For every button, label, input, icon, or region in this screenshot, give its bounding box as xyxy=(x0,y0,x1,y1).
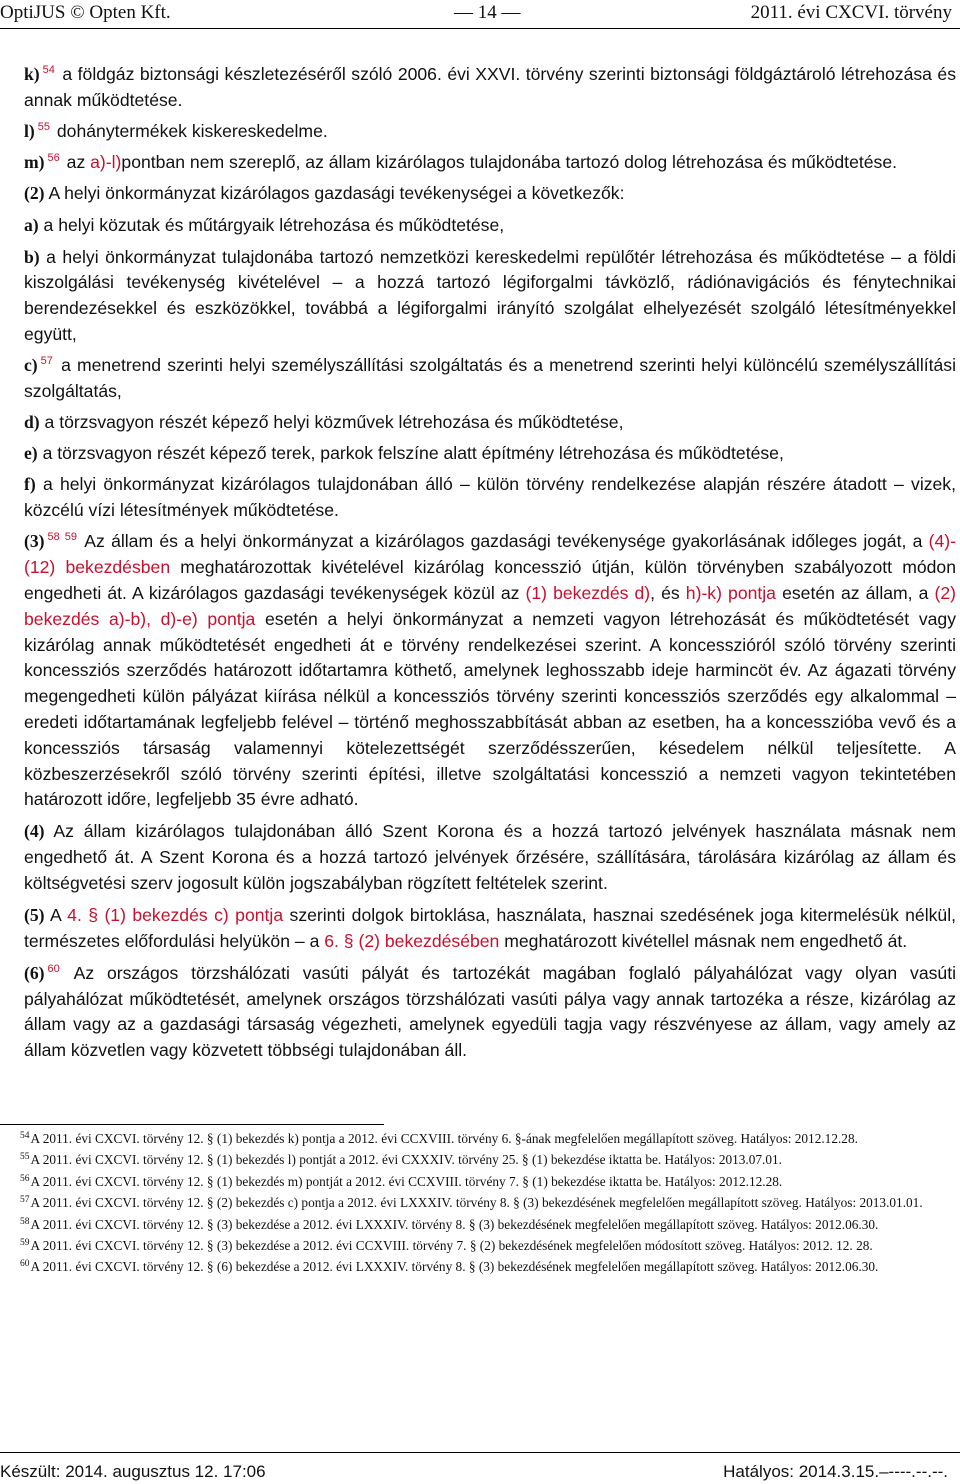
footnote: $^{55}$A 2011. évi CXCVI. törvény 12. § (1) bekezdés l) pontját a 2012. évi CXXXIV. törvény 25. § (1) bekezdése iktatta be. Hatályos: 2013.07.01. xyxy=(20,1152,782,1168)
paragraph-5: (5) A 4. § (1) bekezdés c) pontja szerinti dolgok birtoklása, használata, hasznai szedésének joga kitermelésük nélkül, természetes előfordulási helyükön – a 6. § (2) bekezdésében meghatározott kivétellel másnak nem engedhető át. xyxy=(24,904,957,951)
header-page-number: — 14 — xyxy=(454,2,521,23)
cross-ref-link[interactable]: (2) bekezdés a)-b), d)-e) pontja xyxy=(24,583,957,629)
cross-ref-link[interactable]: 6. § (2) bekezdésében xyxy=(324,930,500,951)
footnotes xyxy=(0,1128,956,1278)
footnote-ref[interactable]: 56 xyxy=(47,152,60,165)
footnote-ref[interactable]: 55 xyxy=(37,120,50,133)
list-item-2e: e) a törzsvagyon részét képező terek, parkok felszíne alatt építmény létrehozása és működtetése, xyxy=(24,443,784,464)
list-item-m: m) $^{56}$ az a)-l)pontban nem szereplő, az állam kizárólagos tulajdonába tartozó dolog létrehozása és működtetése. xyxy=(24,152,897,173)
footnote: $^{56}$A 2011. évi CXCVI. törvény 12. § (1) bekezdés m) pontját a 2012. évi CCXVIII. törvény 7. § (1) bekezdése iktatta be. Hatályos: 2012.12.28. xyxy=(20,1173,783,1189)
footer-effective: Hatályos: 2014.3.15.–----.--.--. xyxy=(723,1462,948,1481)
footer-separator xyxy=(0,1452,960,1453)
cross-ref-link[interactable]: (4)-(12) bekezdésben xyxy=(24,531,957,578)
cross-ref-link[interactable]: a)-l) xyxy=(90,152,122,173)
footnote-separator xyxy=(0,1124,384,1125)
list-item-2d: d) a törzsvagyon részét képező helyi közművek létrehozása és működtetése, xyxy=(24,412,624,433)
footnote-ref[interactable]: 54 xyxy=(42,64,55,76)
list-item-2f: f) a helyi önkormányzat kizárólagos tulajdonában álló – külön törvény rendelkezése alapján részére átadott – vizek, közcélú vízi létesítmények működtetése. xyxy=(24,474,956,521)
footnote-ref[interactable]: 59 xyxy=(64,531,78,544)
footnote-ref[interactable]: 60 xyxy=(47,962,60,975)
cross-ref-link[interactable]: 4. § (1) bekezdés c) pontja xyxy=(67,904,284,925)
list-item-2c: c) $^{57}$ a menetrend szerinti helyi személyszállítási szolgáltatás és a menetrend szerinti helyi különcélú személyszállítási szolgáltatás, xyxy=(24,355,957,401)
footnote-ref[interactable]: 58 xyxy=(47,531,60,544)
paragraph-2: (2) A helyi önkormányzat kizárólagos gazdasági tevékenységei a következők: xyxy=(24,183,625,204)
list-item-l: l) $^{55}$ dohánytermékek kiskereskedelme. xyxy=(24,120,328,141)
document-body xyxy=(0,62,956,1070)
footnote: $^{60}$A 2011. évi CXCVI. törvény 12. § (6) bekezdése a 2012. évi LXXXIV. törvény 8. § (3) bekezdésének megfelelően megállapított szöveg. Hatályos: 2012.06.30. xyxy=(20,1259,879,1275)
list-item-2b: b) a helyi önkormányzat tulajdonába tartozó nemzetközi kereskedelmi repülőtér létrehozása és működtetése – a földi kiszolgálási tevékenység kivételével – a hozzá tartozó légiforgalmi távközlő, rádiónavigációs és fénytechnikai berendezésekkel és eszközökkel, továbbá a légiforgalmi irányító szolgálat elhelyezését szolgáló létesítményekkel együtt, xyxy=(24,246,956,344)
page-header xyxy=(0,0,960,29)
footnote: $^{57}$A 2011. évi CXCVI. törvény 12. § (2) bekezdés c) pontja a 2012. évi LXXXIV. törvény 8. § (3) bekezdésének megfelelően megállapított szöveg. Hatályos: 2013.01.01. xyxy=(20,1195,923,1211)
footnote: $^{59}$A 2011. évi CXCVI. törvény 12. § (3) bekezdése a 2012. évi CCXVIII. törvény 7. § (2) bekezdésének megfelelően módosított szöveg. Hatályos: 2012. 12. 28. xyxy=(20,1237,873,1253)
cross-ref-link[interactable]: h)-k) pontja xyxy=(685,583,776,604)
footnote-ref[interactable]: 57 xyxy=(40,355,53,368)
list-item-2a: a) a helyi közutak és műtárgyaik létrehozása és működtetése, xyxy=(24,215,505,236)
list-item-k: k) $^{54}$ a földgáz biztonsági készletezéséről szóló 2006. évi XXVI. törvény szerinti biztonsági földgáztároló létrehozása és annak működtetése. xyxy=(24,64,957,110)
paragraph-3: (3) $^{58}$ $^{59}$ Az állam és a helyi önkormányzat a kizárólagos gazdasági tevékenysége gyakorlásának időleges jogát, a (4)-(12) bekezdésben meghatározottak kivételével kizárólag koncesszió útján, külön törvényben szabályozott módon engedheti át. A kizárólagos gazdasági tevékenységek közül az (1) bekezdés d), és h)-k) pontja esetén az állam, a (2) bekezdés a)-b), d)-e) pontja esetén a helyi önkormányzat a nemzeti vagyon létrehozását és működtetését vagy kizárólag annak működtetését engedheti át e törvény rendelkezései szerint. A koncesszióról szóló törvény szerinti koncessziós szerződés határozott időtartamra köthető, amelynek leghosszabb ideje harmincöt év. Az ágazati törvény megengedheti külön pályázat kiírása nélkül a koncessziós törvény szerinti koncessziós szerződés egy alkalommal – eredeti időtartamának legfeljebb felével – történő meghosszabbítását abban az esetben, ha a koncesszióba vevő és a koncessziós társaság valamennyi kötelezettségét szerződésszerűen, késedelem nélkül teljesítette. A közbeszerzésekről szóló törvény szerinti építési, illetve szolgáltatási koncesszió a nemzeti vagyon tekintetében határozott időre, legfeljebb 35 évre adható. xyxy=(24,531,957,810)
footnote: $^{58}$A 2011. évi CXCVI. törvény 12. § (3) bekezdése a 2012. évi LXXXIV. törvény 8. § (3) bekezdésének megfelelően megállapított szöveg. Hatályos: 2012.06.30. xyxy=(20,1216,879,1232)
header-law-title: 2011. évi CXCVI. törvény xyxy=(750,2,952,23)
footer-created: Készült: 2014. augusztus 12. 17:06 xyxy=(0,1462,266,1481)
footnote: $^{54}$A 2011. évi CXCVI. törvény 12. § (1) bekezdés k) pontja a 2012. évi CCXVIII. törvény 6. §-ának megfelelően megállapított szöveg. Hatályos: 2012.12.28. xyxy=(20,1131,858,1146)
paragraph-6: (6) $^{60}$ Az országos törzshálózati vasúti pályát és tartozékát magában foglaló pályahálózat vagy olyan vasúti pályahálózat működtetését, amelynek országos törzshálózati vasúti pálya vagy annak tartozéka a része, kizárólag az állam vagy az a gazdasági társaság végezheti, amelynek egyedüli tagja vagy részvényese az állam, vagy amely az állam közvetlen vagy közvetett többségi tulajdonában áll. xyxy=(24,962,956,1061)
header-publisher: OptiJUS © Opten Kft. xyxy=(0,2,171,23)
cross-ref-link[interactable]: (1) bekezdés d) xyxy=(525,583,651,604)
paragraph-4: (4) Az állam kizárólagos tulajdonában álló Szent Korona és a hozzá tartozó jelvények használata másnak nem engedhető át. A Szent Korona és a hozzá tartozó jelvények őrzésére, szállítására, tárolására kizárólag az állam és költségvetési szerv jogosult külön jogszabályban rögzített feltételek szerint. xyxy=(24,821,956,893)
